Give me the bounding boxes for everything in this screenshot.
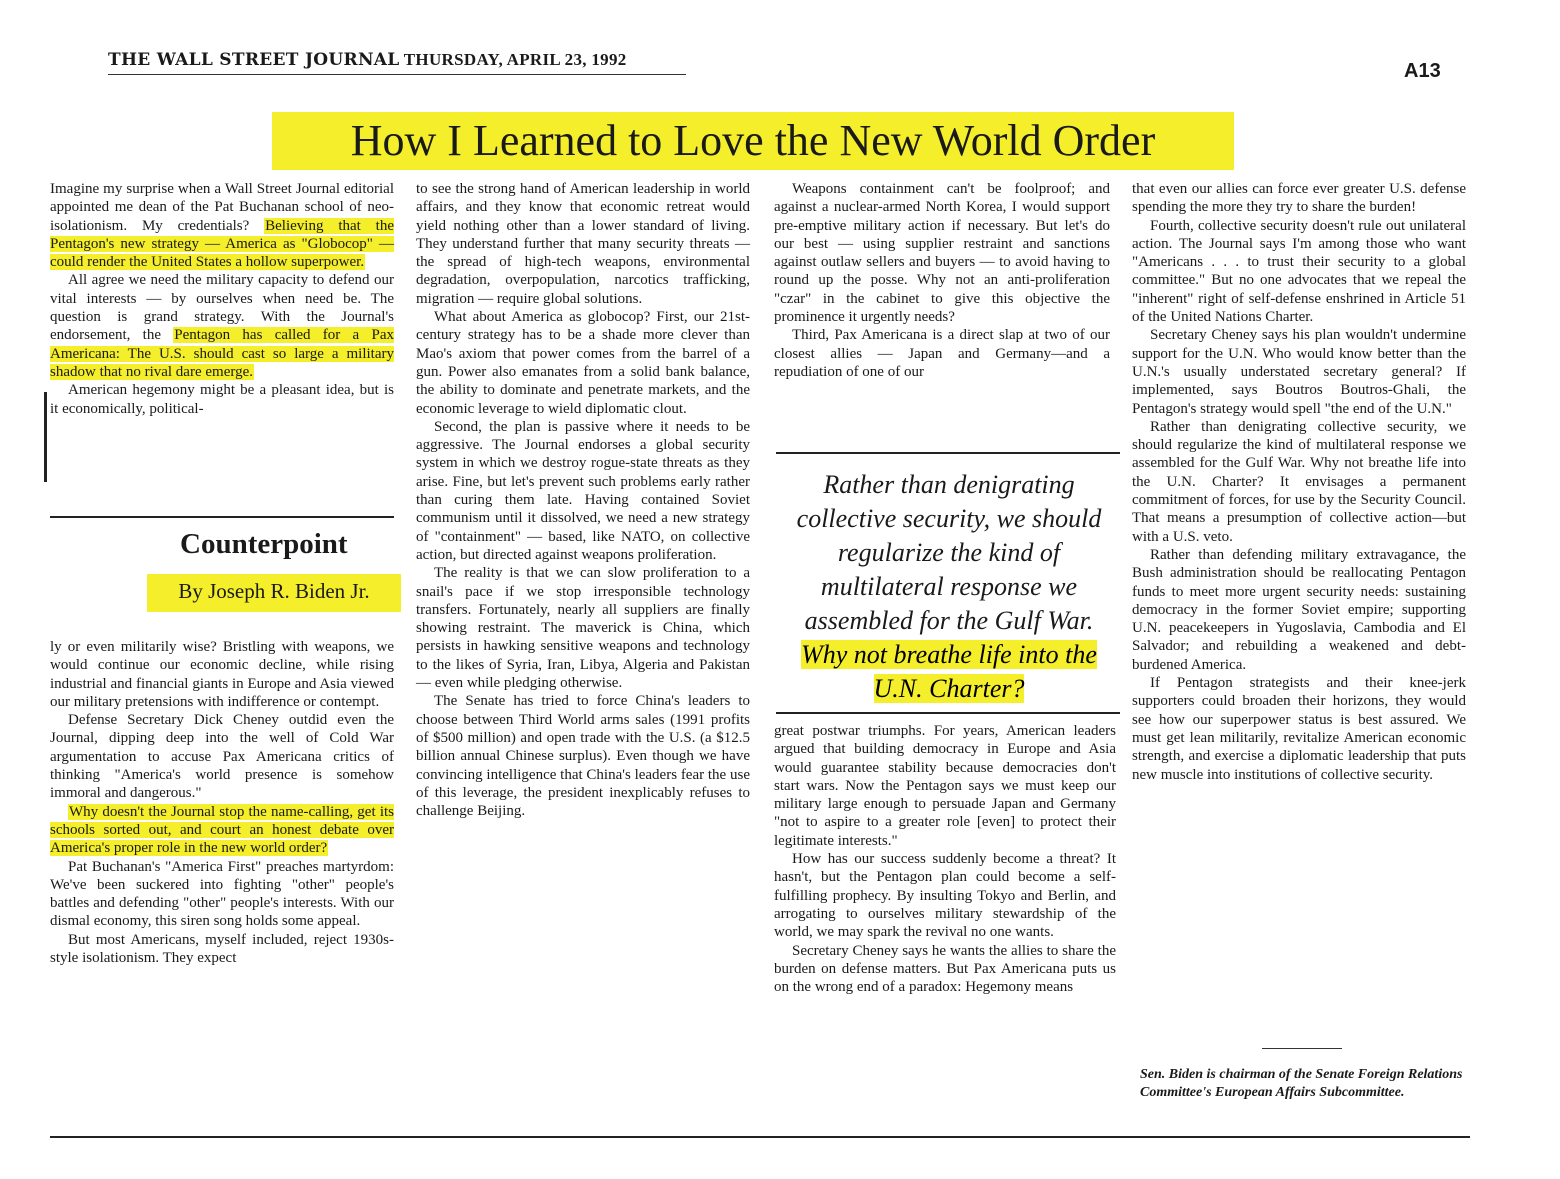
- paragraph: Secretary Cheney says his plan wouldn't undermine support for the U.N. Who would know better than the U.N.'s usually understated secretary general? If implemented, says Boutros Boutros-Ghali, the Pentagon's strategy would spell "the end of the U.N.": [1132, 327, 1466, 417]
- text-run: All agree we need the military capacity to defend our vital interests — by ourselves when need be. The question is grand strategy. With the Journal's endorsement, the: [50, 272, 394, 344]
- highlighted-text: Pentagon has called for a Pax Americana: The U.S. should cast so large a military shadow that no rival dare emerge.: [50, 327, 395, 380]
- byline: By Joseph R. Biden Jr.: [178, 579, 370, 603]
- column-3-bottom: [774, 722, 1116, 996]
- paragraph: that even our allies can force ever greater U.S. defense spending the more they try to share the burden!: [1132, 181, 1466, 216]
- column-2: [416, 180, 750, 820]
- headline: How I Learned to Love the New World Order: [350, 116, 1156, 165]
- paragraph: But most Americans, myself included, reject 1930s-style isolationism. They expect: [50, 931, 394, 967]
- column-4: [1132, 180, 1466, 784]
- paragraph: How has our success suddenly become a threat? It hasn't, but the Pentagon plan could become a self-fulfilling prophecy. By insulting Tokyo and Berlin, and arrogating to ourselves military stewardship of the world, we may spark the revival no one wants.: [774, 851, 1116, 941]
- author-note: Sen. Biden is chairman of the Senate Foreign Relations Committee's European Affairs Subcommittee.: [1140, 1067, 1463, 1100]
- paragraph: Weapons containment can't be foolproof; and against a nuclear-armed North Korea, I would support pre-emptive military action if necessary. But let's do our best — using supplier restraint and sanctions against outlaw sellers and buyers — to avoid having to round up the posse. Why not an anti-proliferation "czar" in the cabinet to give this objective the prominence it urgently needs?: [774, 181, 1110, 326]
- paragraph: What about America as globocop? First, our 21st-century strategy has to be a shade more clever than Mao's axiom that power comes from the barrel of a gun. Power also emanates from a solid bank balance, the ability to dominate and penetrate markets, and the economic leverage to wield diplomatic clout.: [416, 309, 750, 417]
- pull-quote-highlight: Why not breathe life into the U.N. Charter?: [801, 640, 1097, 703]
- highlighted-text: Believing that the Pentagon's new strategy — America as "Globocop" — could render the United States a hollow superpower.: [50, 217, 394, 271]
- paragraph: great postwar triumphs. For years, American leaders argued that building democracy in Europe and Asia would guarantee stability because democracies don't start wars. Now the Pentagon says we must keep our military large enough to persuade Japan and Germany "not to aspire to a greater role [even] to protect their legitimate interests.": [774, 723, 1116, 849]
- column-3-top: [774, 180, 1110, 381]
- publication-date: THURSDAY, APRIL 23, 1992: [403, 50, 627, 69]
- paragraph: Defense Secretary Dick Cheney outdid even the Journal, dipping deep into the well of Cold War argumentation to accuse Pax Americana critics of thinking "America's world presence is somehow immoral and dangerous.": [50, 712, 394, 802]
- paragraph: American hegemony might be a pleasant idea, but is it economically, political-: [50, 382, 394, 417]
- pullquote-rule-bottom: [776, 712, 1120, 714]
- section-title: Counterpoint: [180, 528, 348, 560]
- paragraph: Pat Buchanan's "America First" preaches martyrdom: We've been suckered into fighting "other" people's battles and defending "other" people's interests. With our dismal economy, this siren song holds some appeal.: [50, 858, 394, 930]
- paragraph: The reality is that we can slow proliferation to a snail's pace if we stop irresponsible technology transfers. Fortunately, nearly all suppliers are finally showing restraint. The maverick is China, which persists in hawking sensitive weapons and technology to the likes of Syria, Iran, Libya, Algeria and Pakistan — even while pledging otherwise.: [416, 565, 750, 692]
- margin-mark: [44, 392, 47, 482]
- publication-name: THE WALL STREET JOURNAL: [108, 50, 400, 70]
- paragraph: to see the strong hand of American leadership in world affairs, and they know that economic retreat would yield nothing other than a lower standard of living. They understand further that many security threats — the spread of high-tech weapons, environmental degradation, overpopulation, narcotics trafficking, migration — require global solutions.: [416, 181, 750, 307]
- paragraph: [50, 180, 394, 271]
- column-1-bottom: [50, 638, 394, 967]
- paragraph: Secretary Cheney says he wants the allies to share the burden on defense matters. But Pax Americana puts us on the wrong end of a paradox: Hegemony means: [774, 942, 1116, 996]
- paragraph: Rather than denigrating collective security, we should regularize the kind of multilateral response we assembled for the Gulf War. Why not breathe life into the U.N. Charter? It envisages a permanent commitment of forces, for use by the Security Council. That means a presumption of collective action—but with a U.S. veto.: [1132, 418, 1466, 545]
- pull-quote-text: Rather than denigrating collective security, we should regularize the kind of multilateral response we assembled for the Gulf War.: [796, 470, 1102, 635]
- pull-quote: [794, 468, 1104, 706]
- paragraph: Rather than defending military extravagance, the Bush administration should be reallocating Pentagon funds to meet more urgent security needs: sustaining democracy in the former Soviet empire; supporting U.N. peacekeepers in Yugoslavia, Cambodia and El Salvador; and rebuilding a weakened and debt-burdened America.: [1132, 546, 1466, 673]
- highlighted-text: Why doesn't the Journal stop the name-calling, get its schools sorted out, and court an honest debate over America's proper role in the new world order?: [50, 803, 394, 857]
- paragraph: ly or even militarily wise? Bristling with weapons, we would continue our economic decline, while rising industrial and financial giants in Europe and Asia viewed our military pretensions with indifference or contempt.: [50, 639, 394, 710]
- bottom-rule: [50, 1136, 1470, 1138]
- paragraph: [50, 271, 394, 381]
- paragraph: Fourth, collective security doesn't rule out unilateral action. The Journal says I'm among those who want "Americans . . . to trust their security to a global committee." But no one advocates that we repeal the "inherent" right of self-defense enshrined in Article 51 of the United Nations Charter.: [1132, 217, 1466, 326]
- paragraph: Third, Pax Americana is a direct slap at two of our closest allies — Japan and Germany—and a repudiation of one of our: [774, 327, 1110, 380]
- masthead: [108, 50, 627, 70]
- section-rule: [50, 516, 394, 518]
- column-1-top: [50, 180, 394, 418]
- page-number: A13: [1404, 60, 1441, 82]
- paragraph: Second, the plan is passive where it needs to be aggressive. The Journal endorses a global security system in which we destroy rogue-state threats as they arise. Fine, but let's prevent such problems early rather than curing them late. Having contained Soviet communism until it dissolved, we need a new strategy of "containment" — based, like NATO, on collective action, but directed against weapons proliferation.: [416, 418, 750, 563]
- paragraph: The Senate has tried to force China's leaders to choose between Third World arms sales (1991 profits of $500 million) and open trade with the U.S. (a $12.5 billion annual Chinese surplus). Even though we have convincing intelligence that China's leaders fear the use of this leverage, the president inexplicably refuses to challenge Beijing.: [416, 693, 750, 820]
- paragraph: If Pentagon strategists and their knee-jerk supporters could broaden their horizons, they would see how our superpower status is best assured. We must get lean militarily, revitalize American economic strength, and exercise a diplomatic leadership that puts new muscle into institutions of collective security.: [1132, 675, 1466, 783]
- paragraph: [50, 803, 394, 858]
- pullquote-rule-top: [776, 452, 1120, 454]
- text-run: Imagine my surprise when a Wall Street Journal editorial appointed me dean of the Pat Buchanan school of neo-isolationism. My credentials?: [50, 181, 394, 234]
- masthead-rule: [108, 74, 686, 75]
- signature-rule: [1262, 1048, 1342, 1049]
